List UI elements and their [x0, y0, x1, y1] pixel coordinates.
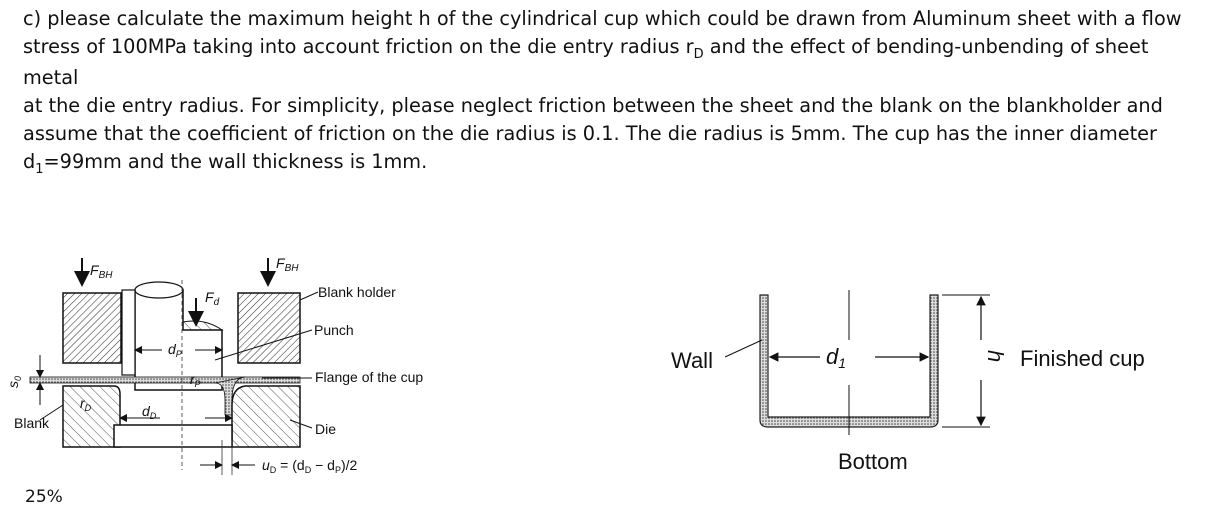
question-line-2-b: and the effect of bending-unbending of sheet metal	[23, 35, 1149, 89]
punch-label: Punch	[314, 322, 354, 338]
blank-label: Blank	[14, 415, 50, 431]
die-base	[114, 425, 232, 447]
ud-formula-label: $u_D = (d_D - d_P)/2$	[262, 457, 358, 475]
question-line-2-a: stress of 100MPa taking into account friction on the die entry radius r	[23, 35, 694, 58]
question-line-1-text: c) please calculate the maximum height h of the cylindrical cup which could be drawn from Aluminum sheet with a flow	[23, 7, 1182, 30]
right-die	[232, 386, 300, 447]
finished-cup-diagram	[725, 290, 990, 435]
question-line-5-b: =99mm and the wall thickness is 1mm.	[43, 150, 428, 173]
s0-label: $s_0$	[5, 375, 23, 388]
question-line-5-sub: 1	[35, 162, 44, 177]
bottom-label: Bottom	[838, 449, 908, 474]
deep-drawing-diagram	[30, 258, 318, 475]
right-blank-holder	[238, 293, 300, 363]
question-line-2-sub: D	[693, 47, 704, 62]
punch-left-wall	[122, 290, 135, 375]
wall-leader	[725, 340, 762, 357]
zoom-indicator: 25%	[25, 487, 63, 507]
wall-label: Wall	[671, 348, 713, 373]
blank-holder-leader	[300, 292, 318, 300]
blank-holder-label: Blank holder	[318, 284, 396, 300]
punch-hatch	[183, 321, 222, 330]
dd-label: $d_D$	[142, 403, 157, 421]
right-figure-labels	[671, 344, 1145, 474]
left-die	[63, 386, 120, 447]
sheet-flange	[30, 377, 300, 383]
question-line-3-text: at the die entry radius. For simplicity, please neglect friction between the sheet and the blank on the blankholder and	[23, 94, 1163, 117]
h-label: h	[983, 350, 1008, 363]
rp-label: $r_P$	[190, 371, 201, 389]
left-blank-holder	[63, 293, 121, 363]
question-line-5-a: d	[23, 150, 36, 173]
d1-label: d1	[826, 344, 847, 371]
fbh-right-label: $F_{BH}$	[276, 255, 299, 274]
rd-label: $r_D$	[80, 395, 92, 413]
dp-label: $d_P$	[168, 341, 182, 359]
fbh-left-label: $F_{BH}$	[90, 262, 113, 281]
die-label: Die	[315, 421, 337, 437]
fd-label: $F_d$	[205, 289, 220, 308]
punch-top	[135, 282, 183, 298]
flange-label: Flange of the cup	[315, 369, 424, 385]
finished-cup-label: Finished cup	[1020, 346, 1145, 371]
question-line-4-text: assume that the coefficient of friction on the die radius is 0.1. The die radius is 5mm. The cup has the inner diameter	[23, 122, 1157, 145]
punch-body	[135, 290, 222, 390]
